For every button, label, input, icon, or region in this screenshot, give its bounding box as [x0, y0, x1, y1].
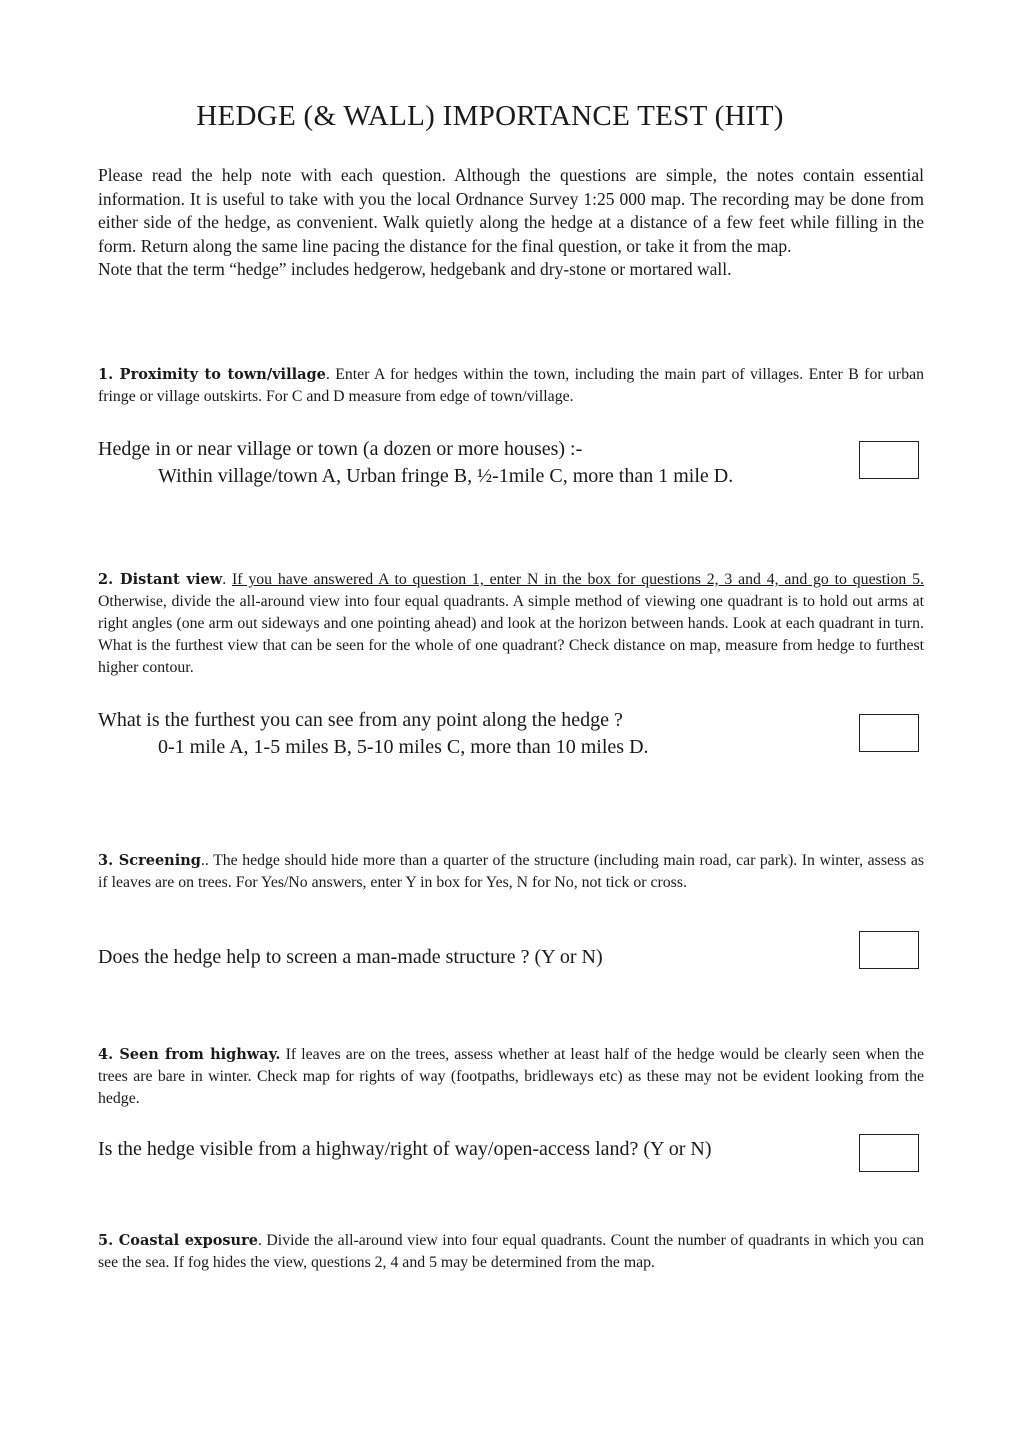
question-4 [98, 1136, 858, 1163]
section-2-help-text: Otherwise, divide the all-around view into four equal quadrants. A simple method of viewing one quadrant is to hold out arms at right angles (one arm out sideways and one pointing ahead) and look at the horizon between hands. Look at each quadrant in turn. What is the furthest view that can be seen for the whole of one quadrant? Check distance on map, measure from hedge to furthest higher contour. [98, 593, 924, 676]
section-3-help [98, 850, 924, 894]
question-1 [98, 436, 858, 490]
question-3 [98, 944, 858, 971]
section-2-help-sep: . [222, 571, 232, 588]
section-3-help-text: .. The hedge should hide more than a quarter of the structure (including main road, car park). In winter, assess as if leaves are on trees. For Yes/No answers, enter Y in box for Yes, N for No, not tick or cross. [98, 852, 924, 891]
section-4-heading: 4. Seen from highway. [98, 1046, 281, 1063]
question-1-text: Hedge in or near village or town (a dozen or more houses) :- [98, 438, 583, 460]
question-2-options: 0-1 mile A, 1-5 miles B, 5-10 miles C, more than 10 miles D. [158, 736, 649, 758]
answer-box-2[interactable] [859, 714, 919, 752]
intro-paragraph: Please read the help note with each question. Although the questions are simple, the notes contain essential information. It is useful to take with you the local Ordnance Survey 1:25 000 map. The recording may be done from either side of the hedge, as convenient. Walk quietly along the hedge at a distance of a few feet while filling in the form. Return along the same line pacing the distance for the final question, or take it from the map. [98, 165, 924, 256]
section-4-help [98, 1044, 924, 1110]
answer-box-1[interactable] [859, 441, 919, 479]
section-2-help-underlined: If you have answered A to question 1, enter N in the box for questions 2, 3 and 4, and go to question 5. [231, 571, 924, 588]
question-4-text: Is the hedge visible from a highway/right of way/open-access land? (Y or N) [98, 1138, 712, 1160]
section-5-help [98, 1230, 924, 1274]
question-1-options: Within village/town A, Urban fringe B, ½-1mile C, more than 1 mile D. [158, 465, 734, 487]
intro-note: Note that the term “hedge” includes hedgerow, hedgebank and dry-stone or mortared wall. [98, 259, 732, 279]
section-5-help-text: . Divide the all-around view into four equal quadrants. Count the number of quadrants in which you can see the sea. If fog hides the view, questions 2, 4 and 5 may be determined from the map. [98, 1232, 924, 1271]
section-2-help [98, 569, 924, 679]
section-2-heading: 2. Distant view [98, 571, 223, 588]
answer-box-3[interactable] [859, 931, 919, 969]
question-2-text: What is the furthest you can see from any point along the hedge ? [98, 709, 623, 731]
section-1-heading: 1. Proximity to town/village [98, 366, 326, 383]
section-1-help [98, 364, 924, 408]
answer-box-4[interactable] [859, 1134, 919, 1172]
intro-text [98, 164, 924, 282]
page-title: HEDGE (& WALL) IMPORTANCE TEST (HIT) [196, 100, 784, 132]
question-2 [98, 707, 858, 761]
section-1-help-text: . Enter A for hedges within the town, including the main part of villages. Enter B for urban fringe or village outskirts. For C and D measure from edge of town/village. [98, 366, 924, 405]
section-3-heading: 3. Screening [98, 852, 201, 869]
question-3-text: Does the hedge help to screen a man-made structure ? (Y or N) [98, 946, 603, 968]
section-5-heading: 5. Coastal exposure [98, 1232, 258, 1249]
section-4-help-text: If leaves are on the trees, assess whether at least half of the hedge would be clearly seen when the trees are bare in winter. Check map for rights of way (footpaths, bridleways etc) as these may not be evident looking from the hedge. [98, 1046, 924, 1107]
